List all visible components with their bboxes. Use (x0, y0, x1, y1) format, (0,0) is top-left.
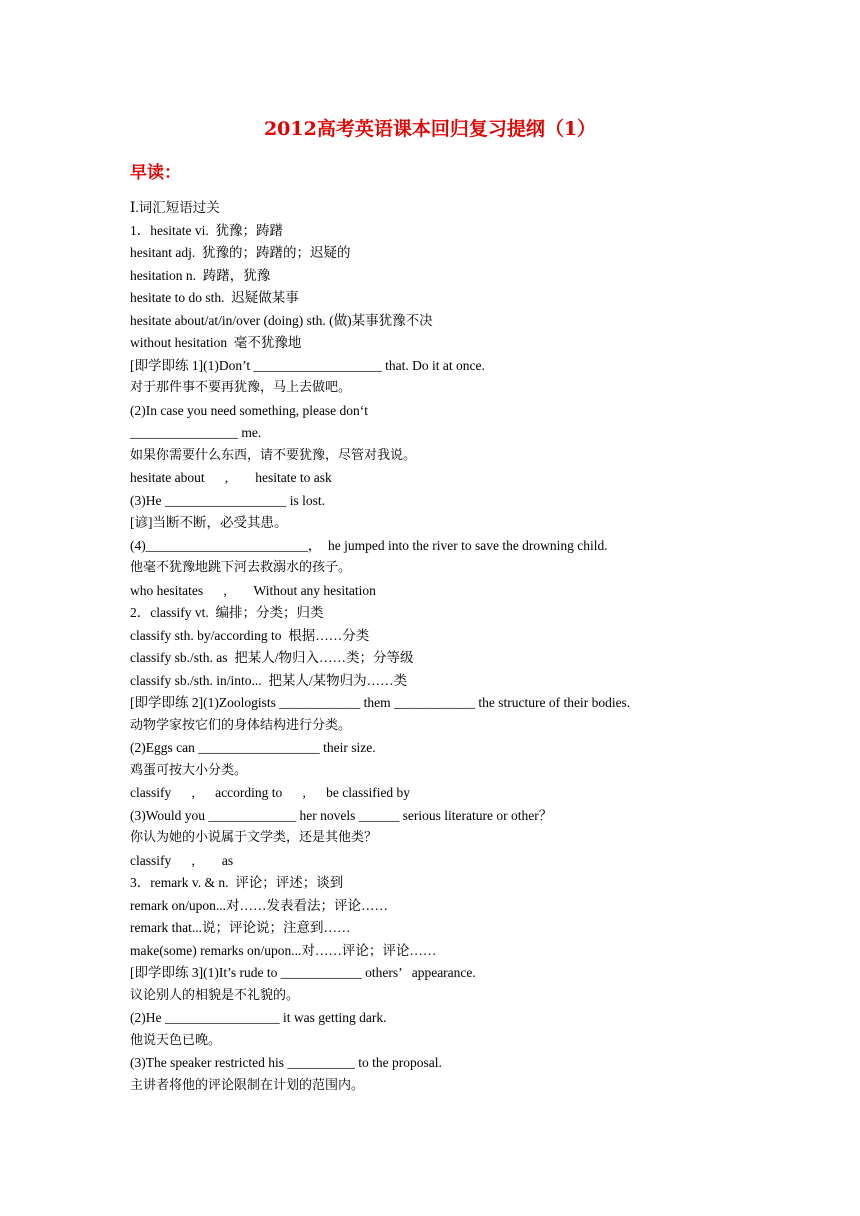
text-line: remark that...说；评论说；注意到…… (130, 920, 351, 935)
text-line: hesitate to do sth. 迟疑做某事 (130, 290, 299, 305)
text-line: make(some) remarks on/upon...对……评论；评论…… (130, 942, 437, 958)
text-line: (3)He __________________ is lost. (130, 492, 325, 508)
text-line: hesitant adj. 犹豫的；踌躇的；迟疑的 (130, 245, 351, 260)
text-line: who hesitates , Without any hesitation (130, 582, 376, 598)
text-line: hesitation n. 踌躇，犹豫 (130, 267, 271, 283)
text-line: classify sth. by/according to 根据……分类 (130, 627, 370, 643)
text-line: classify sb./sth. as 把某人/物归入……类；分等级 (130, 650, 414, 665)
text-line: hesitate about/at/in/over (doing) sth. (做)某事犹豫不决 (130, 312, 433, 328)
text-line: 主讲者将他的评论限制在计划的范围内。 (130, 1077, 365, 1093)
section-heading: 早读： (130, 163, 181, 183)
text-line: [即学即练 1](1)Don’t ___________________ that. Do it at once. (130, 357, 485, 373)
text-line: without hesitation 毫不犹豫地 (130, 335, 302, 350)
text-line: remark on/upon...对……发表看法；评论…… (130, 897, 388, 913)
text-line: 如果你需要什么东西，请不要犹豫，尽管对我说。 (130, 447, 417, 463)
text-line: (2)He _________________ it was getting dark. (130, 1010, 387, 1025)
text-line: ________________ me. (130, 425, 262, 440)
text-line: 你认为她的小说属于文学类，还是其他类？ (130, 830, 378, 845)
text-line: (3)Would you _____________ her novels ______ serious literature or other？ (130, 807, 553, 823)
text-line: 议论别人的相貌是不礼貌的。 (130, 987, 300, 1003)
text-line: (4)________________________， he jumped into the river to save the drowning child. (130, 537, 608, 553)
text-line: 对于那件事不要再犹豫，马上去做吧。 (130, 380, 352, 395)
document-title: 2012高考英语课本回归复习提纲（1） (263, 118, 597, 140)
text-line: [即学即练 3](1)It’s rude to ____________ others’ appearance. (130, 965, 476, 980)
text-line: 动物学家按它们的身体结构进行分类。 (130, 717, 352, 733)
text-line: (2)In case you need something, please don‘t (130, 402, 369, 418)
text-line: [即学即练 2](1)Zoologists ____________ them ____________ the structure of their bodies. (130, 695, 631, 710)
text-line: classify , as (130, 852, 234, 868)
text-line: classify sb./sth. in/into... 把某人/某物归为……类 (130, 672, 408, 688)
text-line: 他说天色已晚。 (130, 1032, 222, 1048)
text-line: hesitate about , hesitate to ask (130, 470, 332, 485)
text-line: 2．classify vt. 编排；分类；归类 (130, 605, 324, 620)
text-line: 他毫不犹豫地跳下河去救溺水的孩子。 (130, 560, 352, 575)
text-line: (3)The speaker restricted his __________ to the proposal. (130, 1055, 442, 1070)
text-line: Ⅰ.词汇短语过关 (130, 200, 220, 215)
text-line: 3．remark v. & n. 评论；评述；谈到 (130, 875, 344, 890)
text-line: (2)Eggs can __________________ their size. (130, 740, 376, 755)
text-line: classify , according to , be classified by (130, 785, 411, 800)
document-body (130, 197, 750, 1097)
text-line: 鸡蛋可按大小分类。 (130, 762, 248, 778)
text-line: 1．hesitate vi. 犹豫；踌躇 (130, 222, 283, 238)
text-line: [谚]当断不断，必受其患。 (130, 515, 288, 530)
